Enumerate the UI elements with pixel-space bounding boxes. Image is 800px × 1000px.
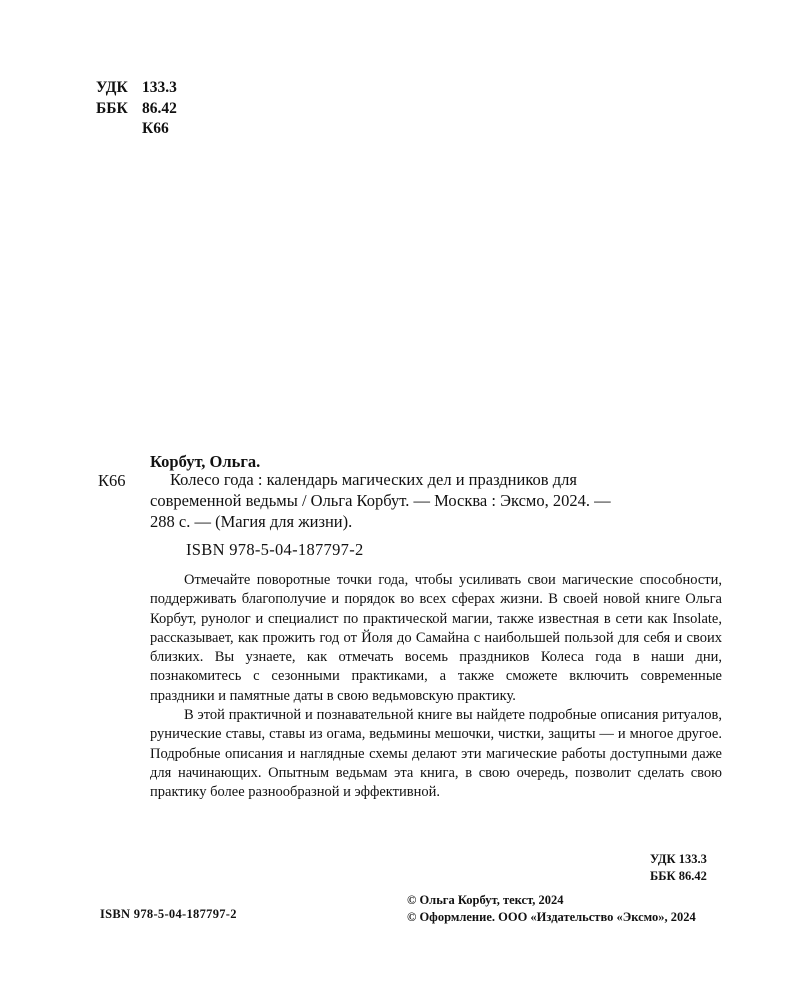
author-code: К66: [142, 120, 169, 137]
author-mark-code: К66: [98, 471, 126, 490]
udk-value: 133.3: [142, 79, 177, 96]
copyright-block: [407, 892, 696, 926]
footer-bbk: ББК 86.42: [650, 869, 707, 883]
footer-classification: [650, 851, 707, 885]
bib-line-2: современной ведьмы / Ольга Корбут. — Москва : Эксмо, 2024. —: [150, 491, 611, 510]
footer-udk: УДК 133.3: [650, 852, 707, 866]
bbk-label: ББК: [96, 99, 128, 117]
annotation-paragraph: В этой практичной и познавательной книге вы найдете подробные описания ритуалов, рунические ставы, ставы из огама, ведьмины мешочки, чистки, защиты — и многое другое. Подробные описания и наглядные схемы делают эти магические работы доступными даже для начинающих. Опытным ведьмам эта книга, в свою очередь, позволит сделать свою практику более разнообразной и эффективной.: [150, 707, 722, 801]
udk-label: УДК: [96, 79, 128, 96]
bib-line-1: Колесо года : календарь магических дел и праздников для: [170, 470, 577, 489]
annotation: [150, 571, 722, 803]
isbn-main: ISBN 978-5-04-187797-2: [186, 540, 364, 559]
copyright-text: © Ольга Корбут, текст, 2024: [407, 893, 564, 907]
bib-line-3: 288 с. — (Магия для жизни).: [150, 512, 353, 531]
bbk-value: 86.42: [142, 99, 177, 117]
copyright-design: © Оформление. ООО «Издательство «Эксмо», 2024: [407, 910, 696, 924]
bbk-row: [96, 99, 177, 120]
classification-block: [96, 78, 177, 140]
udk-row: [96, 78, 177, 99]
footer-isbn: ISBN 978-5-04-187797-2: [100, 907, 237, 921]
author-heading: Корбут, Ольга.: [150, 452, 261, 471]
bibliographic-description: [150, 469, 722, 532]
annotation-paragraph: Отмечайте поворотные точки года, чтобы усиливать свои магические способности, поддерживать благополучие и порядок во всех сферах жизни. В своей новой книге Ольга Корбут, рунолог и специалист по практической магии, также известная в сети как Insolate, рассказывает, как прожить год от Йоля до Самайна с наибольшей пользой для себя и своих близких. Вы узнаете, как отмечать восемь праздников Колеса года в наши дни, познакомитесь с сезонными практиками, а также сможете включить современные праздники и памятные даты в свою ведьмовскую практику.: [150, 572, 722, 704]
